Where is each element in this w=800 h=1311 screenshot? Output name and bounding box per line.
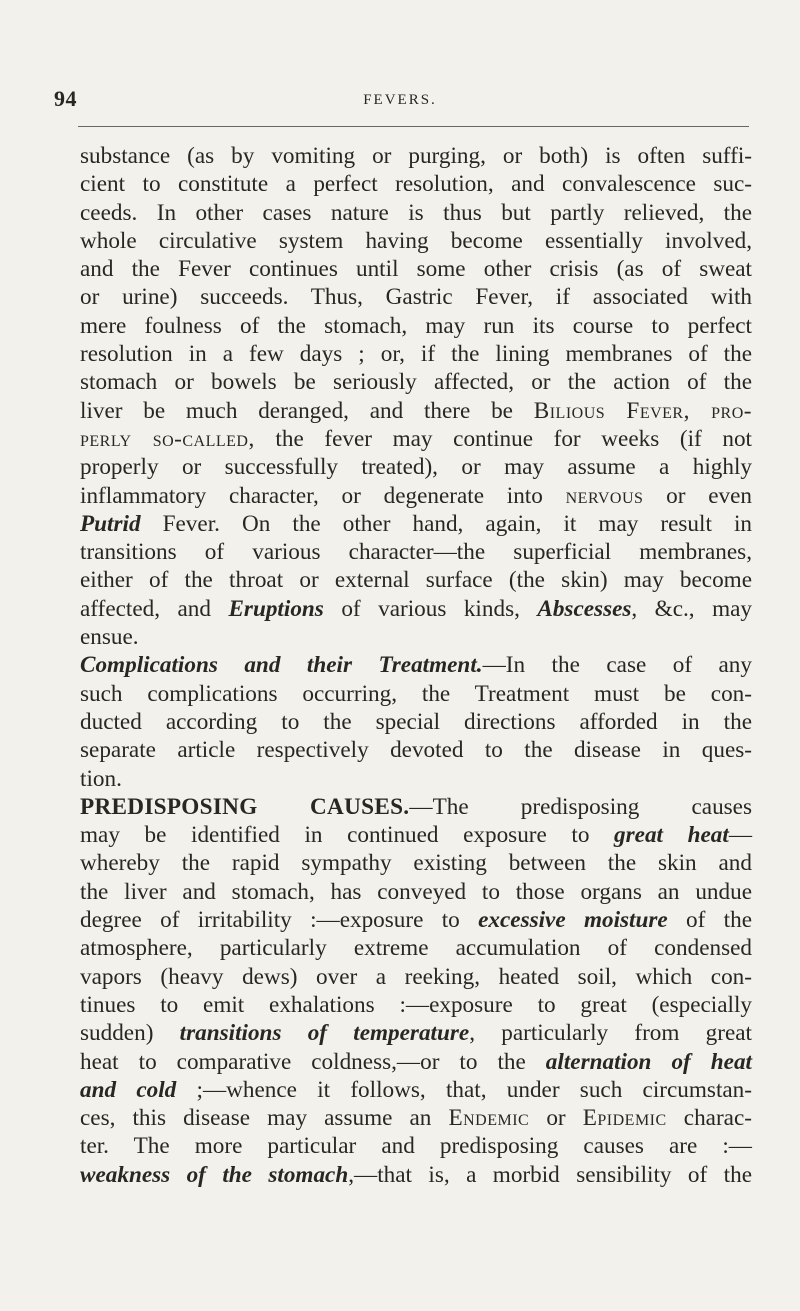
- text-run: substance (as by vomiting or purging, or both) is often suffi-: [80, 143, 752, 169]
- text-run: vapors (heavy dews) over a reeking, heated soil, which con-: [80, 963, 752, 990]
- text-run-ib: Putrid: [80, 510, 141, 537]
- text-line: [80, 312, 752, 340]
- text-run: the fever may continue for weeks (if not: [254, 425, 752, 452]
- text-run: such complications occurring, the Treatment must be con-: [80, 680, 752, 707]
- text-run: , particularly from great: [469, 1020, 752, 1047]
- text-run-head: PREDISPOSING CAUSES.: [80, 793, 410, 820]
- text-line: [80, 1048, 752, 1076]
- text-run: —In the case of any: [482, 652, 752, 679]
- text-run-ib: alternation of heat: [545, 1048, 753, 1075]
- text-line: [80, 1132, 752, 1160]
- text-run: whole circulative system having become essentially involved,: [80, 227, 752, 254]
- text-line: [80, 283, 752, 311]
- text-run: of the: [667, 907, 752, 934]
- text-run: ducted according to the special directions afforded in the: [80, 708, 752, 735]
- text-line: [80, 595, 752, 623]
- page-number: 94: [54, 86, 77, 111]
- text-line: [80, 878, 752, 906]
- text-run: separate article respectively devoted to the disease in ques-: [80, 737, 752, 764]
- text-run-ib: great heat: [614, 822, 729, 849]
- text-run-ib: and cold: [80, 1076, 177, 1103]
- text-run: charac-: [666, 1105, 752, 1132]
- text-line: [80, 849, 752, 877]
- text-line: [80, 765, 752, 793]
- text-line: [80, 1161, 752, 1189]
- text-line: [80, 368, 752, 396]
- text-run: resolution in a few days ; or, if the lining membranes of the: [80, 341, 752, 368]
- text-run-ib: Abscesses: [537, 595, 632, 622]
- text-line: [80, 340, 752, 368]
- text-run: ;—whence it follows, that, under such circumstan-: [176, 1076, 752, 1103]
- text-run: or even: [643, 482, 752, 509]
- text-run: ter. The more particular and predisposing causes are :—: [80, 1133, 752, 1160]
- text-run-ib: transitions of temperature: [179, 1020, 470, 1047]
- text-run: the liver and stomach, has conveyed to those organs an undue: [80, 878, 752, 905]
- text-run: inflammatory character, or degenerate into: [80, 482, 566, 509]
- text-run: Fever. On the other hand, again, it may result in: [140, 510, 752, 537]
- text-line: [80, 623, 752, 651]
- text-run: ensue.: [80, 624, 139, 651]
- header-rule: [78, 126, 749, 127]
- text-line: [80, 142, 752, 170]
- text-line: [80, 1076, 752, 1104]
- text-run: mere foulness of the stomach, may run its course to perfect: [80, 312, 752, 339]
- text-run: or: [529, 1105, 583, 1132]
- running-head: FEVERS.: [363, 92, 437, 108]
- text-run: whereby the rapid sympathy existing between the skin and: [80, 850, 752, 877]
- text-run: transitions of various character—the superficial membranes,: [80, 539, 752, 566]
- text-run: degree of irritability :—exposure to: [80, 907, 479, 934]
- text-run: properly or successfully treated), or may assume a highly: [80, 454, 752, 481]
- text-line: [80, 397, 752, 425]
- text-run: , &c., may: [631, 595, 752, 622]
- text-run: ces, this disease may assume an: [80, 1105, 449, 1132]
- text-line: [80, 566, 752, 594]
- text-run: heat to comparative coldness,—or to the: [80, 1048, 546, 1075]
- text-run: —: [728, 822, 752, 849]
- text-line: [80, 793, 752, 821]
- text-run: sudden): [80, 1020, 180, 1047]
- text-run-ib: excessive moisture: [478, 907, 668, 934]
- body-text: [80, 142, 752, 1189]
- text-line: [80, 1104, 752, 1132]
- text-line: [80, 425, 752, 453]
- text-run: ceeds. In other cases nature is thus but partly relieved, the: [80, 199, 752, 226]
- text-run-sc: Endemic: [448, 1105, 530, 1132]
- text-run: —The predisposing causes: [409, 793, 753, 820]
- text-run: of various kinds,: [323, 595, 538, 622]
- text-run: tion.: [80, 765, 122, 792]
- text-run: or urine) succeeds. Thus, Gastric Fever, if associated with: [80, 284, 752, 311]
- text-line: [80, 736, 752, 764]
- text-run-ib: Eruptions: [228, 595, 324, 622]
- text-line: [80, 680, 752, 708]
- text-run: either of the throat or external surface (the skin) may become: [80, 567, 752, 594]
- text-run: cient to constitute a perfect resolution, and convalescence suc-: [80, 171, 752, 198]
- text-line: [80, 255, 752, 283]
- text-run-sc: Epidemic: [582, 1105, 667, 1132]
- text-run: and the Fever continues until some other crisis (as of sweat: [80, 256, 752, 283]
- text-run: tinues to emit exhalations :—exposure to great (especially: [80, 991, 752, 1018]
- text-run: atmosphere, particularly extreme accumulation of condensed: [80, 935, 752, 962]
- text-run: affected, and: [80, 595, 229, 622]
- text-line: [80, 170, 752, 198]
- text-line: [80, 708, 752, 736]
- text-line: [80, 934, 752, 962]
- text-line: [80, 906, 752, 934]
- text-line: [80, 482, 752, 510]
- text-line: [80, 510, 752, 538]
- text-line: [80, 199, 752, 227]
- text-run-sc: perly so-called,: [80, 425, 255, 452]
- text-line: [80, 1019, 752, 1047]
- text-line: [80, 227, 752, 255]
- text-run: may be identified in continued exposure to: [80, 822, 615, 849]
- text-line: [80, 821, 752, 849]
- text-run: ,—that is, a morbid sensibility of the: [348, 1161, 752, 1188]
- text-line: [80, 991, 752, 1019]
- text-run-sc: nervous: [565, 482, 644, 509]
- text-line: [80, 538, 752, 566]
- text-run-ib: Complications and their Treatment.: [80, 652, 483, 679]
- text-run: stomach or bowels be seriously affected, or the action of the: [80, 369, 752, 396]
- text-line: [80, 963, 752, 991]
- text-line: [80, 453, 752, 481]
- text-run-sc: Bilious Fever, pro-: [533, 397, 753, 424]
- text-run: liver be much deranged, and there be: [80, 397, 534, 424]
- text-run-ib: weakness of the stomach: [80, 1161, 349, 1188]
- text-line: [80, 651, 752, 679]
